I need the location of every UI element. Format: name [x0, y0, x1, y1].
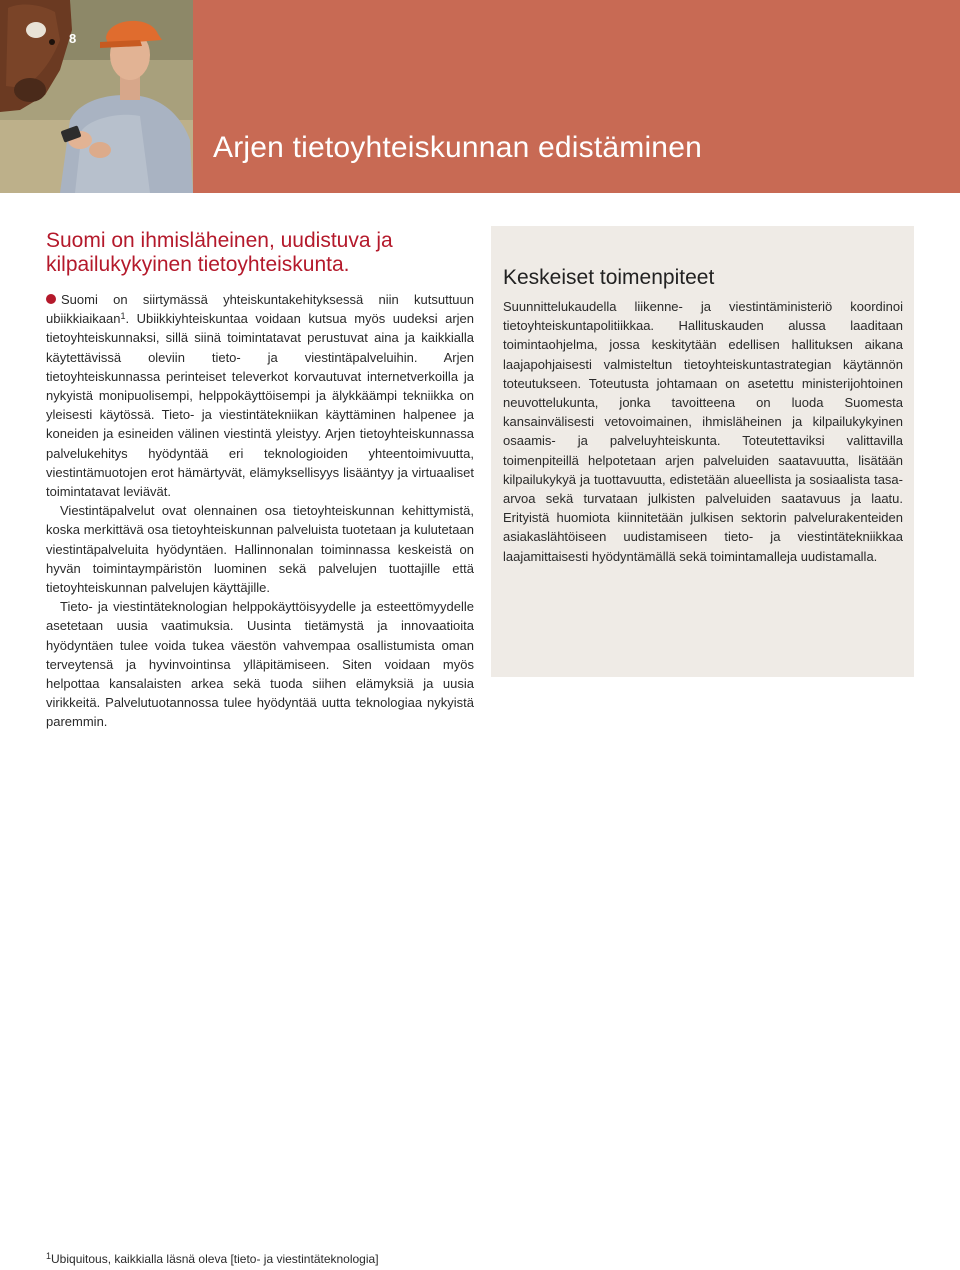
- key-measures-box: [491, 226, 914, 677]
- box-text: Suunnittelukaudella liikenne- ja viestintäministeriö koordinoi tietoyhteiskuntapolitiikkaa. Hallituskauden alussa laaditaan toimintaohjelma, jossa keskitytään edellisen hallituksen aikana laajapohjaisesti valmisteltun tietoyhteiskuntastrategian käytännön toteutukseen. Toteutusta johtamaan on asetettu ministerijohtoinen neuvottelukunta, jonka tavoitteena on luoda Suomesta kansainvälisesti vetovoimainen, ihmisläheinen ja kilpailukykyinen osaamis- ja palveluyhteiskunta. Toteutettaviksi valittavilla toimenpiteillä helpotetaan arjen palveluiden saatavuutta, lisätään kilpailukykyä ja tuottavuutta, edistetään alueellista ja sosiaalista tasa-arvoa sekä turvataan julkisten palveluiden saatavuus ja laatu. Erityistä huomiota kiinnitetään julkisen sektorin palvelurakenteiden asiakaslähtöiseen uudistamiseen tieto- ja viestintätekniikkaa laajamittaisesti hyödyntämällä sekä toimintamalleja uudistamalla.: [503, 299, 903, 564]
- footnote-number: 1: [46, 1251, 52, 1261]
- page-number: 8: [69, 31, 77, 46]
- footnote-text: Ubiquitous, kaikkialla läsnä oleva [tieto- ja viestintäteknologia]: [51, 1252, 379, 1266]
- paragraph-1: [46, 290, 474, 501]
- body-text: [46, 290, 474, 732]
- farmer-with-cow-illustration: [0, 0, 193, 193]
- footnote: [46, 1251, 379, 1267]
- paragraph-3: Tieto- ja viestintäteknologian helppokäyttöisyydelle ja esteettömyydelle asetetaan uusia vaatimuksia. Uusinta tietämystä ja innovaatioita hyödyntäen tulee voida tukea väestön vahvempaa osallistumista oman terveytensä ja hyvinvointinsa ylläpitämiseen. Siten voidaan myös helpottaa kansalaisten arkea sekä tuoda siihen elämyksiä ja uusia virikkeitä. Palvelutuotannossa tulee hyödyntää uutta teknologiaa nykyistä paremmin.: [46, 599, 474, 730]
- page-title: Arjen tietoyhteiskunnan edistäminen: [213, 131, 702, 164]
- paragraph-2: Viestintäpalvelut ovat olennainen osa tietoyhteiskunnan kehittymistä, koska merkittävä osa tietoyhteiskunnan palveluista tuotetaan ja kulutetaan viestintäpalveluita hyödyntäen. Hallinnonalan toiminnassa keskeistä on hyvän toimintaympäristön luominen sekä palvelujen tuottajille että tietoyhteiskunnan palvelujen käyttäjille.: [46, 503, 474, 596]
- lead-heading: Suomi on ihmisläheinen, uudistuva ja kilpailukykyinen tietoyhteiskunta.: [46, 229, 393, 276]
- main-column: [46, 229, 474, 732]
- box-heading: Keskeiset toimenpiteet: [503, 266, 715, 289]
- paragraph-1-start: Suomi on siirtymässä yhteiskuntakehityksessä niin kutsuttuun ubiikkiaikaan: [46, 292, 474, 327]
- paragraph-1-rest: . Ubiikkiyhteiskuntaa voidaan kutsua myös uudeksi arjen tietoyhteiskunnaksi, sillä siinä toimintatavat perustuvat aina ja kaikkialla käytettävissä oleviin tieto- ja viestintäpalveluihin. Arjen tietoyhteiskunnassa perinteiset televerkot korvautuvat internetverkoilla ja nykyistä monipuolisempi, helppokäyttöisempi ja älykkäämpi tekniikka on yleisesti käytössä. Tieto- ja viestintätekniikan käyttäminen halpenee ja koneiden ja esineiden välinen viestintä yleistyy. Arjen tietoyhteiskunnassa palvelukehitys hyödyntää eri teknologioiden yhteentoimivuutta, viestintämuotojen erot hämärtyvät, elämyksellisyys lisääntyy ja virtuaaliset toimintatavat leviävät.: [46, 311, 474, 500]
- footnote-marker: 1: [120, 311, 126, 322]
- header-photo: [0, 0, 193, 193]
- bullet-dot-icon: [46, 294, 56, 304]
